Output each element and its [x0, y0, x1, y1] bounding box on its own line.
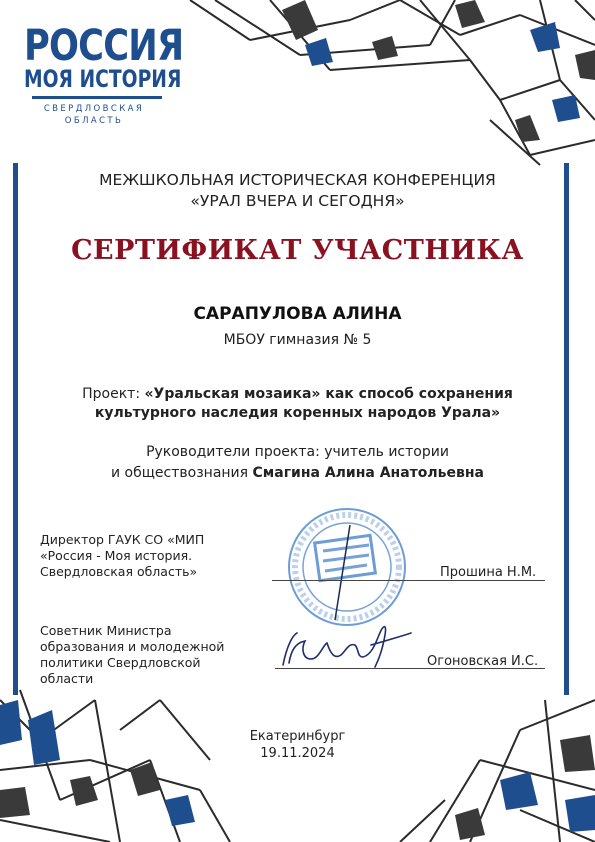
logo-region-line1: СВЕРДЛОВСКАЯ	[43, 104, 145, 114]
signatory-1-title	[40, 532, 250, 580]
conference-name	[40, 170, 555, 212]
official-stamp	[285, 505, 410, 630]
project-leaders	[40, 442, 555, 484]
signatory-2-title-line3: политики Свердловской	[40, 655, 201, 670]
logo-rule	[32, 96, 162, 99]
signature-line-1	[272, 580, 545, 581]
handwritten-signature	[275, 615, 415, 675]
logo	[24, 21, 184, 127]
leader-name: Смагина Алина Анатольевна	[252, 465, 484, 481]
project-prefix: Проект:	[82, 386, 145, 402]
frame-bar-right	[564, 163, 569, 695]
conference-line2: «УРАЛ ВЧЕРА И СЕГОДНЯ»	[190, 192, 405, 210]
logo-region-line2: ОБЛАСТЬ	[64, 116, 124, 126]
leaders-line2	[40, 463, 555, 484]
city: Екатеринбург	[249, 729, 346, 744]
place-and-date	[200, 728, 395, 762]
date: 19.11.2024	[260, 746, 335, 761]
certificate-title: СЕРТИФИКАТ УЧАСТНИКА	[71, 235, 524, 266]
signatory-1-name: Прошина Н.М.	[440, 565, 537, 580]
signatory-2-name: Огоновская И.С.	[427, 654, 539, 669]
signatory-1-title-line2: «Россия - Моя история.	[40, 548, 193, 563]
project-description	[55, 385, 540, 423]
frame-bar-left	[13, 163, 18, 695]
conference-line1: МЕЖШКОЛЬНАЯ ИСТОРИЧЕСКАЯ КОНФЕРЕНЦИЯ	[99, 171, 496, 189]
signatory-2-title-line2: образования и молодежной	[40, 639, 225, 654]
signatory-2-title-line4: области	[40, 671, 94, 686]
logo-subtitle: МОЯ ИСТОРИЯ	[24, 65, 182, 93]
signatory-1-title-line1: Директор ГАУК СО «МИП	[40, 532, 205, 547]
project-title: «Уральская мозаика» как способ сохранения культурного наследия коренных народов Урала»	[94, 386, 513, 421]
signatory-2-title-line1: Советник Министра	[40, 623, 172, 638]
leaders-line2-prefix: и обществознания	[111, 465, 253, 481]
leaders-line1: Руководители проекта: учитель истории	[146, 444, 449, 460]
signatory-2-title	[40, 623, 260, 687]
participant-name: САРАПУЛОВА АЛИНА	[193, 304, 402, 324]
logo-title: РОССИЯ	[24, 21, 184, 71]
signatory-1-title-line3: Свердловская область»	[40, 564, 198, 579]
participant-school: МБОУ гимназия № 5	[223, 332, 372, 348]
